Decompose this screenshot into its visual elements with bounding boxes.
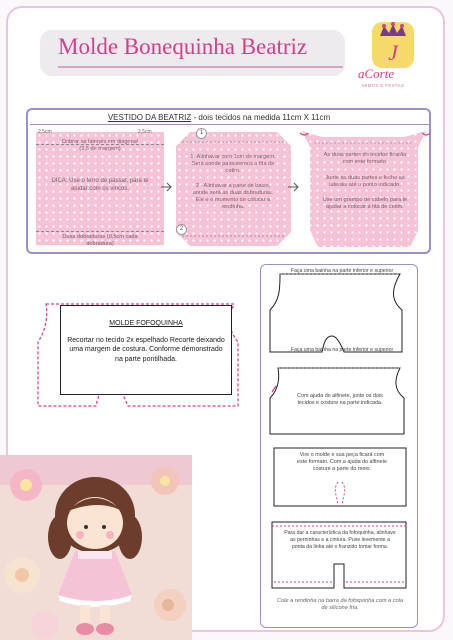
shorts-step4 (268, 518, 410, 590)
arrow-right-icon (287, 180, 301, 194)
dress-panel-heading (34, 113, 404, 122)
shorts-step1 (268, 270, 410, 354)
fold-line-bottom (36, 231, 164, 233)
step2-text1: 1- Alinhavar com 1cm de margem. Será aonde passaremos a fita de cetim. (190, 154, 276, 174)
step2-marker-2: 2 (176, 224, 187, 235)
step-turn-text: Vire o molde e sua peça ficará com este formato. Com a ajuda do alfinete costure a parte do meio. (297, 452, 387, 473)
step3-text2: Junte as duas partes e feche as laterais até o ponto indicado. (325, 175, 405, 188)
step3-text1: As duas partes do tecidos ficarão com este formato. (323, 152, 407, 165)
fabric-step3 (300, 131, 430, 247)
hem-label-top: Faça uma bainha na parte inferior e superior (290, 268, 394, 274)
step3-text3: Use um grampo de cabelo para te ajudar a colocar a fita de cetim. (322, 197, 408, 210)
title-underline (58, 66, 343, 68)
step1-top-note: Dobrar as laterais em diagonal (2,5 de margem) (61, 139, 139, 152)
svg-text:J: J (388, 40, 398, 65)
page-title: Molde Bonequinha Beatriz (58, 34, 308, 59)
arrow-right-icon (160, 180, 174, 194)
doll-photo (0, 455, 192, 640)
fofoquinha-instructions: Recortar no tecido 2x espelhado Recorte deixando uma margem de costura. Conforme demonstrado na parte pontilhada. (67, 337, 225, 363)
dress-panel-subtitle: - dois tecidos na medida 11cm X 11cm (191, 113, 331, 122)
logo-subtext: MIMOS E FESTAS (362, 83, 405, 88)
panel-divider (30, 124, 430, 125)
margin-left-label: 2,5cm (38, 129, 52, 135)
step-gather-text: Para dar a característica da fofoquinha, alinhave as perninhas e a cintura. Puxe levemente a ponta da linha até o franzido tomar forma. (284, 530, 396, 550)
lace-footer-text: Cole a rendinha na barra da fofoquinha com a cola de silicone fria. (277, 598, 403, 612)
step2-text2: 2 - Alinhavar a parte de baixo, aonde será as duas dobraduras. Ele é o momento de colocar a rendinha. (192, 183, 274, 210)
logo-text: aCorte (358, 66, 395, 81)
crown-logo-icon (372, 22, 414, 68)
dress-panel-label: VESTIDO DA BEATRIZ (107, 113, 192, 122)
step2-marker-1: 1 (196, 128, 207, 139)
fofoquinha-title: MOLDE FOFOQUINHA (109, 320, 183, 327)
step1-bottom-note: Duas dobraduras (0,5cm cada dobradura) (62, 234, 138, 247)
hem-label-bottom: Faça uma bainha na parte inferior e superior (290, 347, 394, 353)
margin-right-label: 2,5cm (138, 129, 152, 135)
step1-tip: DICA: Use o ferro de passar, para te ajudar com os vincos. (51, 178, 149, 192)
step-join-text: Com ajuda do alfinete, junte os dois tecidos e costure na parte indicada. (297, 393, 383, 407)
